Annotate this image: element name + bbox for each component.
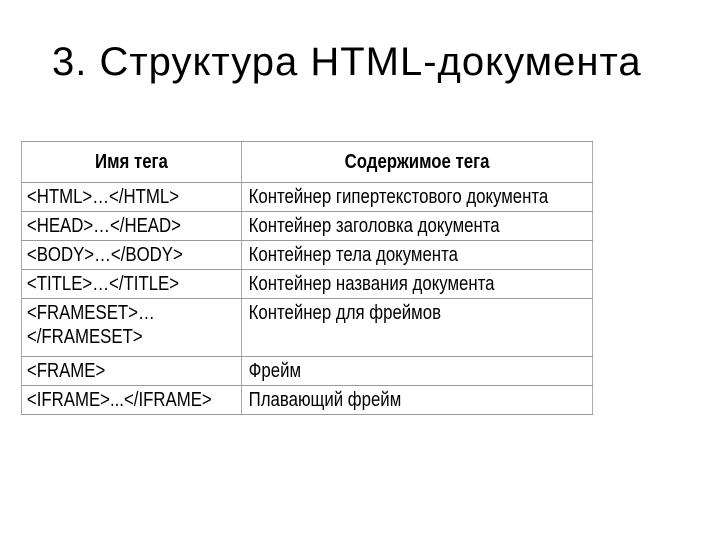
tag-name-cell: <TITLE>…</TITLE>	[21, 270, 241, 299]
tag-description-cell: Контейнер для фреймов	[242, 299, 593, 357]
tag-description-cell: Контейнер названия документа	[242, 270, 593, 299]
table-row	[21, 270, 592, 299]
tag-name-cell: <FRAME>	[21, 357, 241, 386]
tag-name-cell: <IFRAME>...</IFRAME>	[21, 386, 241, 415]
tags-table	[21, 141, 593, 415]
tag-name-cell: <HEAD>…</HEAD>	[21, 212, 241, 241]
tag-name-cell: <BODY>…</BODY>	[21, 241, 241, 270]
table-row	[21, 357, 592, 386]
header-tag-content: Содержимое тега	[242, 142, 593, 183]
tag-description-cell: Плавающий фрейм	[242, 386, 593, 415]
table-row	[21, 386, 592, 415]
tag-description-cell: Контейнер заголовка документа	[242, 212, 593, 241]
tag-description-cell: Фрейм	[242, 357, 593, 386]
header-tag-name: Имя тега	[21, 142, 241, 183]
tag-description-cell: Контейнер гипертекстового документа	[242, 183, 593, 212]
table-row	[21, 183, 592, 212]
tag-name-cell: <FRAMESET>… </FRAMESET>	[21, 299, 241, 357]
tag-description-cell: Контейнер тела документа	[242, 241, 593, 270]
slide-title: 3. Структура HTML-документа	[52, 40, 642, 84]
tag-name-cell: <HTML>…</HTML>	[21, 183, 241, 212]
table-row	[21, 299, 592, 357]
table-row	[21, 212, 592, 241]
table-row	[21, 241, 592, 270]
table-header-row	[21, 142, 592, 183]
